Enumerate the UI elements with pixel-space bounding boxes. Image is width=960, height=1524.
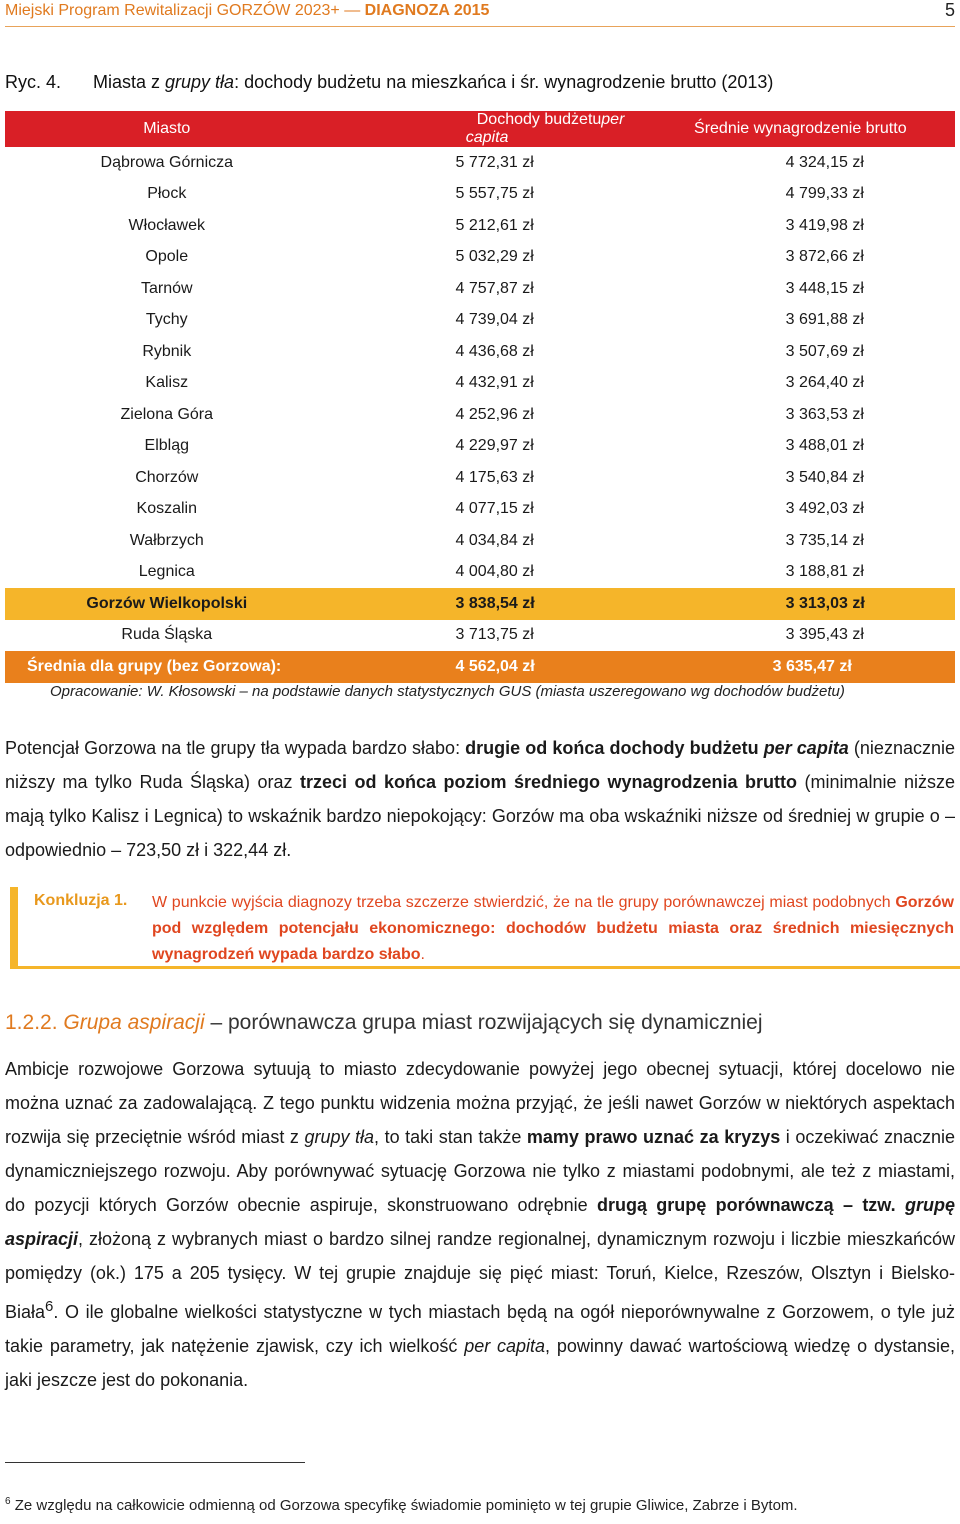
cell-income <box>329 651 646 683</box>
value-income: 4 739,04 zł <box>455 311 534 329</box>
table-row <box>5 620 955 652</box>
table-row <box>5 336 955 368</box>
cell-city: Koszalin <box>136 500 198 518</box>
document-title: Miejski Program Rewitalizacji GORZÓW 2023+ — DIAGNOZA 2015 <box>5 2 490 19</box>
value-income: 4 034,84 zł <box>455 531 534 549</box>
cell-city: Ruda Śląska <box>121 626 213 644</box>
value-income: 4 077,15 zł <box>455 500 534 518</box>
value-salary: 3 540,84 zł <box>785 468 864 486</box>
table-row <box>5 494 955 526</box>
cell-income <box>329 147 646 179</box>
value-salary: 4 324,15 zł <box>785 153 864 171</box>
cell-income <box>329 305 646 337</box>
page-number: 5 <box>944 0 955 20</box>
paragraph-aspiration: Ambicje rozwojowe Gorzowa sytuują to miasto zdecydowanie powyżej jego obecnej sytuacji, której docelowo nie można uznać za zadowalającą. Z tego punktu widzenia można przyjąć, że jeśli nawet Gorzów w niektórych aspektach rozwija się przeciętnie wśród miast z grupy tła, to taki stan także mamy prawo uznać za kryzys i oczekiwać znacznie dynamiczniejszego rozwoju. Aby porównywać sytuację Gorzowa nie tylko z miastami podobnymi, ale też z miastami, do pozycji których Gorzów obecnie aspiruje, skonstruowano odrębnie drugą grupę porównawczą – tzw. grupę aspiracji, złożoną z wybranych miast o bardzo silnej randze regionalnej, dynamicznym rozwoju i liczbie mieszkańców pomiędzy (ok.) 175 a 205 tysięcy. W tej grupie znajduje się pięć miast: Toruń, Kielce, Rzeszów, Olsztyn i Bielsko-Biała$^6$. O ile globalne wielkości statystyczne w tych miastach będą na ogół nieporównywalne z Gorzowem, o tyle już takie parametry, jak natężenie zjawisk, czy ich wielkość per capita, powinny dawać wartościową wiedzę o dystansie, jaki jeszcze jest do pokonania. <box>5 1059 955 1390</box>
cell-city: Kalisz <box>145 374 189 392</box>
table-row <box>5 588 955 620</box>
value-salary: 3 872,66 zł <box>785 248 864 266</box>
cell-city: Płock <box>147 185 187 203</box>
cell-salary <box>646 494 955 526</box>
cell-income <box>329 462 646 494</box>
cell-city: Gorzów Wielkopolski <box>5 588 329 620</box>
table-header-row <box>5 111 955 147</box>
value-income: 4 004,80 zł <box>455 563 534 581</box>
cell-salary <box>646 336 955 368</box>
table-row <box>5 242 955 274</box>
table-row <box>5 525 955 557</box>
section-heading: 1.2.2. Grupa aspiracji – porównawcza grupa miast rozwijających się dynamiczniej <box>5 1011 763 1034</box>
table-row <box>5 368 955 400</box>
cell-income <box>329 210 646 242</box>
value-salary: 3 635,47 zł <box>772 657 852 675</box>
cities-table <box>5 111 955 683</box>
cell-income <box>329 368 646 400</box>
value-income: 3 713,75 zł <box>455 626 534 644</box>
figure-title: Ryc. 4. Miasta z grupy tła: dochody budżetu na mieszkańca i śr. wynagrodzenie brutto (2013) <box>5 72 774 92</box>
cell-income <box>329 588 646 620</box>
cell-city: Wałbrzych <box>129 531 204 549</box>
cell-city: Zielona Góra <box>120 405 214 423</box>
table-row <box>5 305 955 337</box>
header-city: Miasto <box>5 111 329 147</box>
value-salary: 3 492,03 zł <box>785 500 864 518</box>
cell-city: Tarnów <box>140 279 193 297</box>
cell-city: Tychy <box>145 311 188 329</box>
cell-salary <box>646 147 955 179</box>
value-salary: 3 313,03 zł <box>785 594 865 612</box>
table-row <box>5 210 955 242</box>
table-row <box>5 147 955 179</box>
cell-salary <box>646 399 955 431</box>
value-salary: 3 188,81 zł <box>785 563 864 581</box>
table-source: Opracowanie: W. Kłosowski – na podstawie danych statystycznych GUS (miasta uszeregowano wg dochodów budżetu) <box>50 683 845 700</box>
cell-income <box>329 179 646 211</box>
cell-salary <box>646 242 955 274</box>
cell-salary <box>646 620 955 652</box>
cell-income <box>329 242 646 274</box>
value-salary: 3 395,43 zł <box>785 626 864 644</box>
cell-income <box>329 557 646 589</box>
value-salary: 3 448,15 zł <box>785 279 864 297</box>
table-row <box>5 179 955 211</box>
conclusion-box <box>10 887 960 969</box>
cell-salary <box>646 588 955 620</box>
cell-income <box>329 431 646 463</box>
value-salary: 3 419,98 zł <box>785 216 864 234</box>
cell-city: Elbląg <box>144 437 190 455</box>
cell-income <box>329 273 646 305</box>
cell-city: Dąbrowa Górnicza <box>100 153 234 171</box>
cell-salary <box>646 305 955 337</box>
cell-salary <box>646 179 955 211</box>
cell-income <box>329 525 646 557</box>
value-salary: 3 507,69 zł <box>785 342 864 360</box>
cell-city: Legnica <box>138 563 195 581</box>
value-income: 4 229,97 zł <box>455 437 534 455</box>
table-row <box>5 399 955 431</box>
cell-city: Chorzów <box>135 468 199 486</box>
table-average-row <box>5 651 955 683</box>
value-income: 4 432,91 zł <box>455 374 534 392</box>
value-income: 5 772,31 zł <box>455 153 534 171</box>
value-income: 4 562,04 zł <box>455 657 535 675</box>
value-income: 5 212,61 zł <box>455 216 534 234</box>
conclusion-text: W punkcie wyjścia diagnozy trzeba szczerze stwierdzić, że na tle grupy porównawczej miast podobnych Gorzów pod względem potencjału ekonomicznego: dochodów budżetu miasta oraz średnich miesięcznych wynagrodzeń wypada bardzo słabo. <box>152 894 954 963</box>
value-salary: 3 264,40 zł <box>785 374 864 392</box>
cell-salary <box>646 557 955 589</box>
page-header <box>5 0 955 27</box>
cell-city: Opole <box>145 248 189 266</box>
value-income: 4 757,87 zł <box>455 279 534 297</box>
paragraph-potential: Potencjał Gorzowa na tle grupy tła wypada bardzo słabo: drugie od końca dochody budżetu per capita (nieznacznie niższy ma tylko Ruda Śląska) oraz trzeci od końca poziom średniego wynagrodzenia brutto (minimalnie niższe mają tylko Kalisz i Legnica) to wskaźnik bardzo niepokojący: Gorzów ma oba wskaźniki niższe od średniej w grupie o – odpowiednio – 723,50 zł i 322,44 zł. <box>5 738 955 860</box>
footnote-ref[interactable]: 6 <box>45 1298 54 1315</box>
footnote-divider <box>5 1462 305 1463</box>
cell-salary <box>646 651 955 683</box>
cell-income <box>329 620 646 652</box>
table-row <box>5 462 955 494</box>
cell-income <box>329 399 646 431</box>
cell-salary <box>646 210 955 242</box>
value-salary: 3 488,01 zł <box>785 437 864 455</box>
cell-city: Włocławek <box>128 216 205 234</box>
value-income: 4 252,96 zł <box>455 405 534 423</box>
table-row <box>5 273 955 305</box>
cell-income <box>329 336 646 368</box>
cell-salary <box>646 273 955 305</box>
value-income: 3 838,54 zł <box>455 594 535 612</box>
cell-salary <box>646 431 955 463</box>
value-income: 4 175,63 zł <box>455 468 534 486</box>
footnote: $^6$ Ze względu na całkowicie odmienną od Gorzowa specyfikę świadomie pominięto w tej grupie Gliwice, Zabrze i Bytom. <box>5 1496 798 1514</box>
header-salary: Średnie wynagrodzenie brutto <box>646 111 955 147</box>
conclusion-bar <box>10 887 18 969</box>
cell-income <box>329 494 646 526</box>
value-salary: 3 735,14 zł <box>785 531 864 549</box>
cell-salary <box>646 462 955 494</box>
cell-city: Rybnik <box>142 342 192 360</box>
value-salary: 3 691,88 zł <box>785 311 864 329</box>
table-row <box>5 557 955 589</box>
cell-salary <box>646 525 955 557</box>
value-income: 5 032,29 zł <box>455 248 534 266</box>
cell-salary <box>646 368 955 400</box>
value-salary: 4 799,33 zł <box>785 185 864 203</box>
value-salary: 3 363,53 zł <box>785 405 864 423</box>
conclusion-label: Konkluzja 1. <box>34 892 128 909</box>
cell-city: Średnia dla grupy (bez Gorzowa): <box>5 651 329 683</box>
value-income: 4 436,68 zł <box>455 342 534 360</box>
value-income: 5 557,75 zł <box>455 185 534 203</box>
table-row <box>5 431 955 463</box>
header-income: Dochody budżetuper capita <box>329 111 646 147</box>
